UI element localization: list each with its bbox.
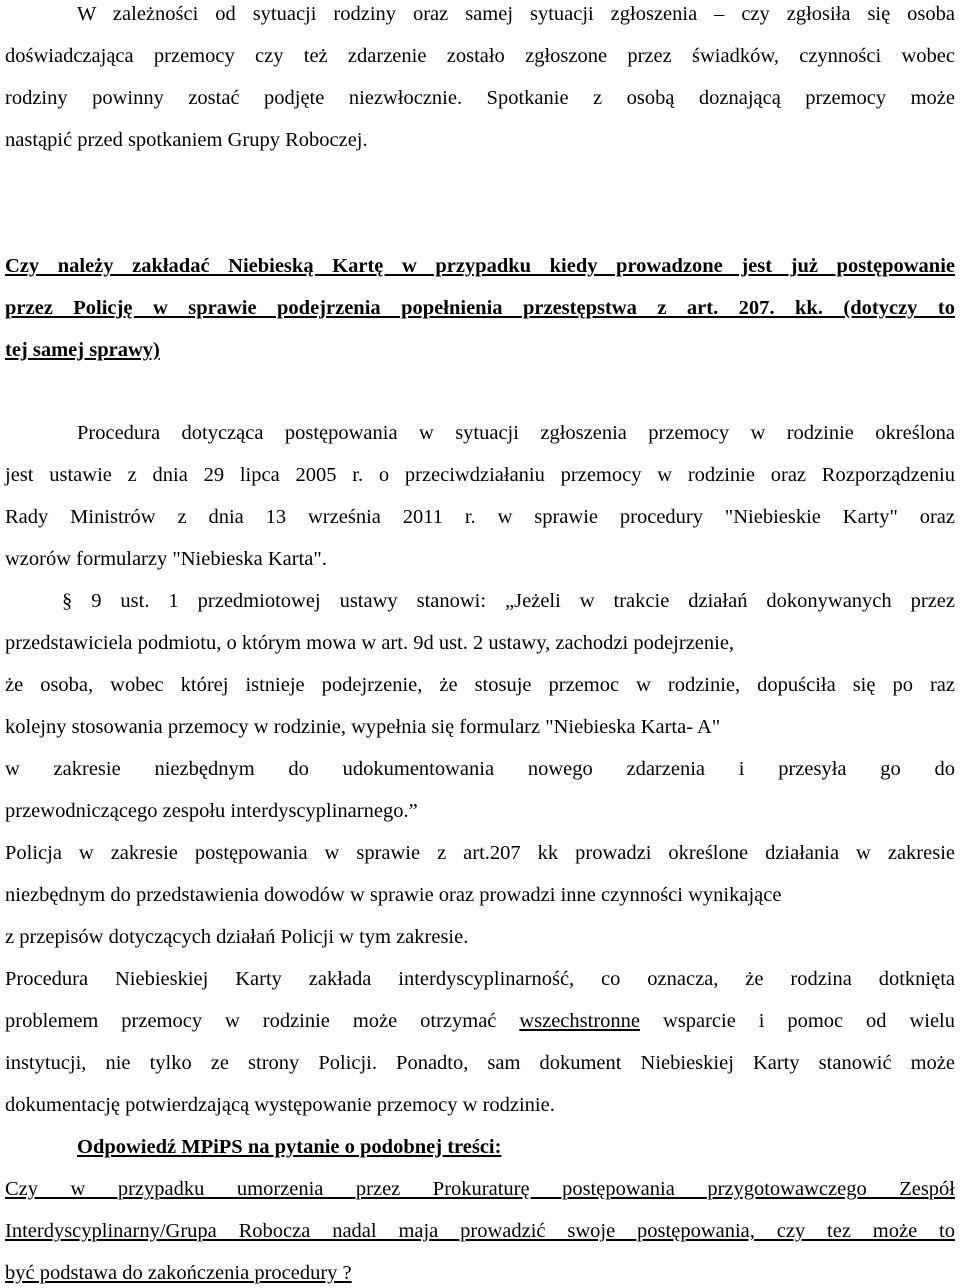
answer-line-15-start: problemem przemocy w rodzinie może otrzymać (5, 1010, 497, 1032)
answer-line-14: Procedura Niebieskiej Karty zakłada interdyscyplinarność, co oznacza, że rodzina dotknięta (5, 968, 955, 990)
intro-line-2: doświadczająca przemocy czy też zdarzenie zostało zgłoszone przez świadków, czynności wobec (5, 45, 955, 67)
answer-line-13: z przepisów dotyczących działań Policji w tym zakresie. (5, 926, 469, 948)
answer-line-7: że osoba, wobec której istnieje podejrzenie, że stosuje przemoc w rodzinie, dopuściła się po raz (5, 674, 955, 696)
answer-line-1: Procedura dotycząca postępowania w sytuacji zgłoszenia przemocy w rodzinie określona (77, 422, 955, 444)
answer-line-17: dokumentację potwierdzającą występowanie przemocy w rodzinie. (5, 1094, 555, 1116)
answer-line-11: Policja w zakresie postępowania w sprawie z art.207 kk prowadzi określone działania w zakresie (5, 842, 955, 864)
mpips-line-2: Interdyscyplinarny/Grupa Robocza nadal maja prowadzić swoje postępowania, czy tez może to (5, 1220, 955, 1242)
answer-line-15 (5, 1007, 955, 1035)
answer-line-5: § 9 ust. 1 przedmiotowej ustawy stanowi: „Jeżeli w trakcie działań dokonywanych przez (62, 590, 955, 612)
question-line-2: przez Policję w sprawie podejrzenia popełnienia przestępstwa z art. 207. kk. (dotyczy to (5, 297, 955, 319)
intro-line-1: W zależności od sytuacji rodziny oraz samej sytuacji zgłoszenia – czy zgłosiła się osoba (77, 3, 955, 25)
answer-line-10: przewodniczącego zespołu interdyscyplinarnego.” (5, 800, 418, 822)
answer-line-9: w zakresie niezbędnym do udokumentowania nowego zdarzenia i przesyła go do (5, 758, 955, 780)
intro-line-3: rodziny powinny zostać podjęte niezwłocznie. Spotkanie z osobą doznającą przemocy może (5, 87, 955, 109)
answer-line-3: Rady Ministrów z dnia 13 września 2011 r. w sprawie procedury "Niebieskie Karty" oraz (5, 506, 955, 528)
mpips-line-3: być podstawa do zakończenia procedury ? (5, 1262, 352, 1284)
mpips-heading: Odpowiedź MPiPS na pytanie o podobnej treści: (77, 1136, 502, 1158)
answer-line-15-end: wsparcie i pomoc od wielu (662, 1010, 955, 1032)
underlined-word: wszechstronne (519, 1010, 641, 1032)
answer-line-16: instytucji, nie tylko ze strony Policji. Ponadto, sam dokument Niebieskiej Karty stanowić może (5, 1052, 955, 1074)
question-line-3: tej samej sprawy) (5, 339, 160, 361)
mpips-line-1: Czy w przypadku umorzenia przez Prokuraturę postępowania przygotowawczego Zespół (5, 1178, 955, 1200)
answer-line-2: jest ustawie z dnia 29 lipca 2005 r. o przeciwdziałaniu przemocy w rodzinie oraz Rozporządzeniu (5, 464, 955, 486)
answer-line-6: przedstawiciela podmiotu, o którym mowa w art. 9d ust. 2 ustawy, zachodzi podejrzenie, (5, 632, 735, 654)
intro-line-4: nastąpić przed spotkaniem Grupy Roboczej. (5, 129, 368, 151)
answer-line-8: kolejny stosowania przemocy w rodzinie, wypełnia się formularz "Niebieska Karta- A" (5, 716, 721, 738)
question-line-1: Czy należy zakładać Niebieską Kartę w przypadku kiedy prowadzone jest już postępowanie (5, 255, 955, 277)
answer-line-12: niezbędnym do przedstawienia dowodów w sprawie oraz prowadzi inne czynności wynikające (5, 884, 782, 906)
answer-line-4: wzorów formularzy "Niebieska Karta". (5, 548, 327, 570)
